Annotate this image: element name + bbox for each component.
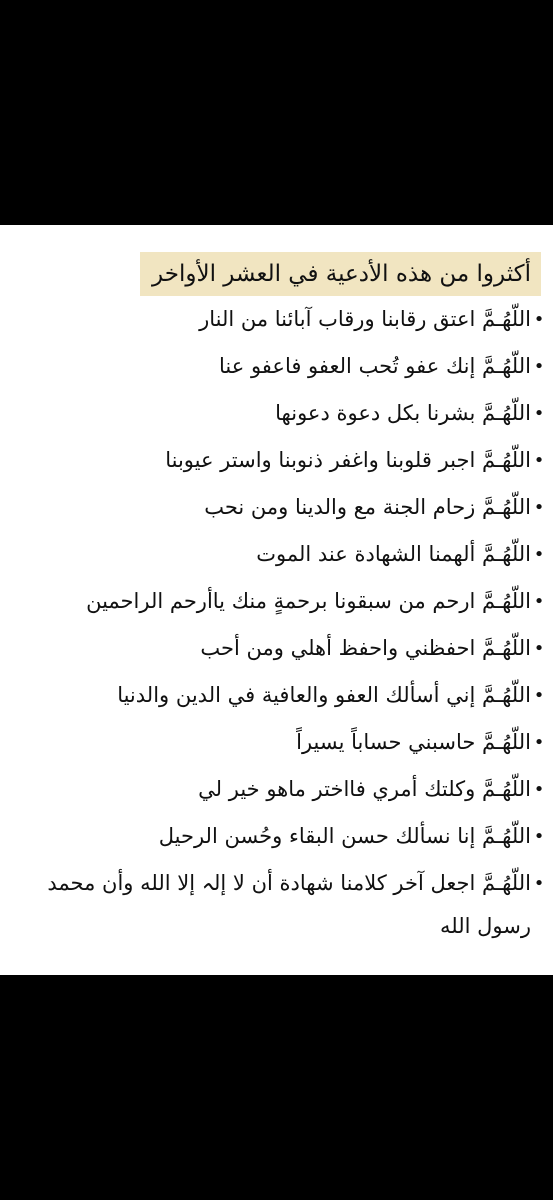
dua-text: اللّهُـمَّ وكلتك أمري فااختر ماهو خير لي	[198, 777, 531, 801]
bullet-icon: •	[533, 873, 545, 894]
bottom-black-bar	[0, 975, 553, 1200]
bullet-icon: •	[533, 309, 545, 330]
dua-text: اللّهُـمَّ بشرنا بكل دعوة دعونها	[275, 401, 531, 425]
list-item	[0, 625, 553, 672]
dua-text: اللّهُـمَّ اجعل آخر كلامنا شهادة أن لا إلہ إلا الله وأن محمد رسول الله	[47, 871, 531, 938]
bullet-icon: •	[533, 544, 545, 565]
dua-text: اللّهُـمَّ إنا نسألك حسن البقاء وحُسن الرحيل	[158, 824, 531, 848]
dua-text: اللّهُـمَّ إنك عفو تُحب العفو فاعفو عنا	[219, 354, 531, 378]
bullet-icon: •	[533, 497, 545, 518]
document-page	[0, 225, 553, 975]
bullet-icon: •	[533, 638, 545, 659]
bullet-icon: •	[533, 356, 545, 377]
list-item	[0, 531, 553, 578]
dua-list	[0, 296, 553, 950]
bullet-icon: •	[533, 685, 545, 706]
list-item	[0, 719, 553, 766]
heading-wrap	[140, 252, 541, 296]
top-black-bar	[0, 0, 553, 225]
list-item	[0, 860, 553, 950]
bullet-icon: •	[533, 450, 545, 471]
dua-text: اللّهُـمَّ إني أسألك العفو والعافية في الدين والدنيا	[117, 683, 531, 707]
list-item	[0, 437, 553, 484]
list-item	[0, 813, 553, 860]
bullet-icon: •	[533, 732, 545, 753]
dua-text: اللّهُـمَّ زحام الجنة مع والدينا ومن نحب	[204, 495, 531, 519]
bullet-icon: •	[533, 591, 545, 612]
dua-text: اللّهُـمَّ ألهمنا الشهادة عند الموت	[256, 542, 531, 566]
dua-text: اللّهُـمَّ اجبر قلوبنا واغفر ذنوبنا واستر عيوبنا	[165, 448, 531, 472]
list-item	[0, 343, 553, 390]
list-item	[0, 672, 553, 719]
list-item	[0, 578, 553, 625]
dua-text: اللّهُـمَّ اعتق رقابنا ورقاب آبائنا من النار	[199, 307, 531, 331]
bullet-icon: •	[533, 403, 545, 424]
dua-text: اللّهُـمَّ احفظني واحفظ أهلي ومن أحب	[200, 636, 531, 660]
dua-text: اللّهُـمَّ حاسبني حساباً يسيراً	[296, 730, 531, 754]
bullet-icon: •	[533, 826, 545, 847]
page-title: أكثروا من هذه الأدعية في العشر الأواخر	[140, 252, 541, 296]
bullet-icon: •	[533, 779, 545, 800]
list-item	[0, 296, 553, 343]
list-item	[0, 766, 553, 813]
list-item	[0, 390, 553, 437]
dua-text: اللّهُـمَّ ارحم من سبقونا برحمةٍ منك ياأرحم الراحمين	[86, 589, 531, 613]
list-item	[0, 484, 553, 531]
